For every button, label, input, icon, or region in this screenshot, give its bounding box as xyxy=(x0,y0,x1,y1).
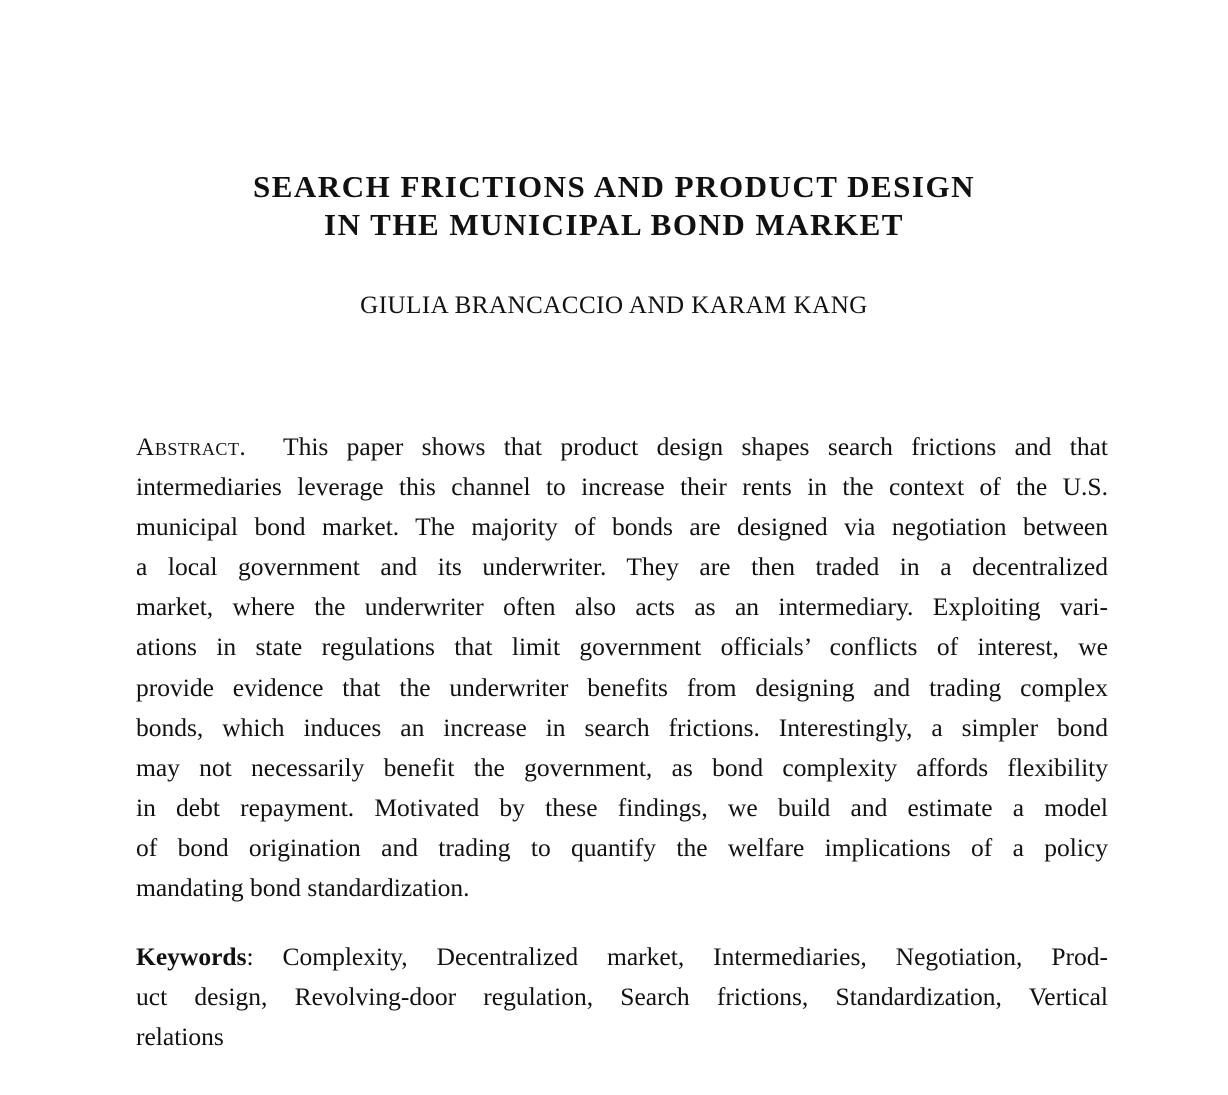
abstract-line: intermediaries leverage this channel to increase their rents in the context of the U.S. xyxy=(136,472,1108,502)
keywords-line: Keywords: Complexity, Decentralized market, Intermediaries, Negotiation, Prod- xyxy=(136,942,1108,971)
abstract xyxy=(136,429,1108,910)
keywords xyxy=(136,939,1108,1059)
abstract-line: municipal bond market. The majority of bonds are designed via negotiation between xyxy=(136,512,1108,542)
abstract-line: Abstract. This paper shows that product design shapes search frictions and that xyxy=(136,432,1108,461)
abstract-line: may not necessarily benefit the government, as bond complexity affords flexibility xyxy=(136,752,1108,782)
abstract-line: mandating bond standardization. xyxy=(136,873,470,903)
title-line: SEARCH FRICTIONS AND PRODUCT DESIGN xyxy=(253,169,975,204)
keywords-line: uct design, Revolving-door regulation, Search frictions, Standardization, Vertical xyxy=(136,982,1108,1012)
abstract-line: bonds, which induces an increase in search frictions. Interestingly, a simpler bond xyxy=(136,712,1108,742)
keywords-label: Keywords xyxy=(136,942,247,971)
abstract-line: market, where the underwriter often also acts as an intermediary. Exploiting vari- xyxy=(136,592,1108,622)
authors: GIULIA BRANCACCIO AND KARAM KANG xyxy=(360,292,868,319)
paper-title xyxy=(0,168,1228,244)
abstract-line: of bond origination and trading to quantify the welfare implications of a policy xyxy=(136,832,1108,862)
title-line: IN THE MUNICIPAL BOND MARKET xyxy=(324,207,904,242)
abstract-label: Abstract. xyxy=(136,432,247,461)
abstract-line: provide evidence that the underwriter benefits from designing and trading complex xyxy=(136,672,1108,702)
keywords-line: relations xyxy=(136,1022,224,1052)
abstract-line: ations in state regulations that limit government officials’ conflicts of interest, we xyxy=(136,632,1108,662)
abstract-line: a local government and its underwriter. They are then traded in a decentralized xyxy=(136,552,1108,582)
abstract-line: in debt repayment. Motivated by these findings, we build and estimate a model xyxy=(136,792,1108,822)
